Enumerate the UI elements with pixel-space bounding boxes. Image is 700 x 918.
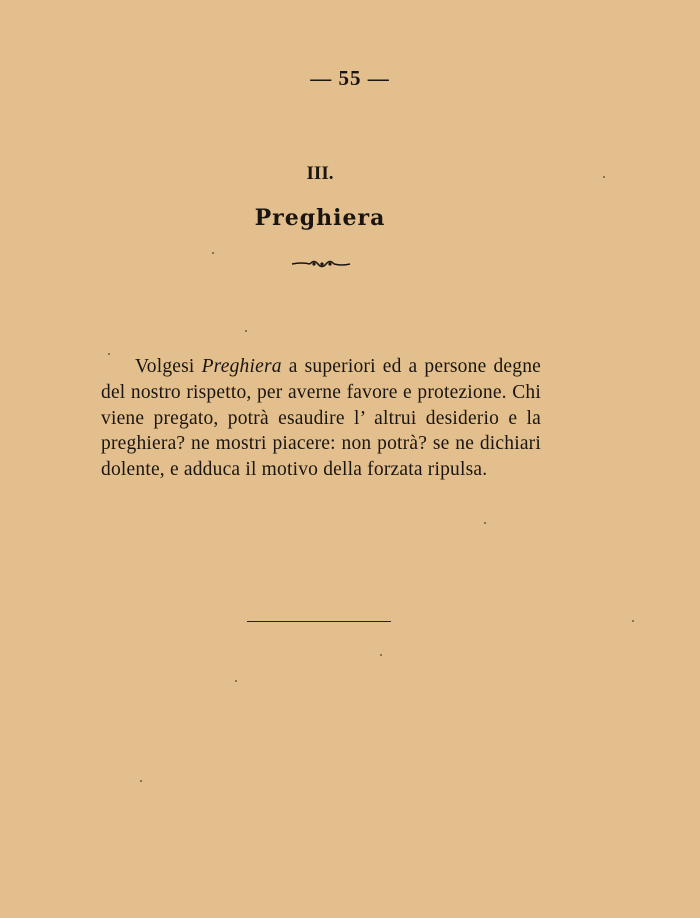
- page-number: — 55 —: [310, 66, 390, 90]
- paragraph-text: [101, 354, 541, 483]
- paper-speck: [235, 680, 237, 682]
- section-number: III.: [306, 163, 334, 184]
- paper-speck: [603, 176, 605, 178]
- paper-speck: [632, 620, 634, 622]
- ornament-divider: [290, 256, 352, 272]
- paper-speck: [245, 330, 247, 332]
- paper-speck: [108, 353, 110, 355]
- paragraph-rest: a superiori ed a persone degne del nostro rispetto, per averne favore e protezione. Chi viene pregato, potrà esaudire l’ altrui desiderio e la preghiera? ne mostri piacere: non potrà? se ne dichiari dolente, e adduca il motivo della forzata ripulsa.: [101, 356, 542, 481]
- closing-rule: [247, 621, 391, 622]
- paper-speck: [212, 252, 214, 254]
- paper-speck: [484, 522, 486, 524]
- paper-speck: [140, 780, 142, 782]
- emphasized-term: Preghiera: [201, 356, 282, 377]
- body-paragraph: [101, 354, 541, 483]
- paper-speck: [380, 654, 382, 656]
- section-title: Preghiera: [254, 205, 386, 231]
- paragraph-lead: Volgesi: [135, 356, 202, 377]
